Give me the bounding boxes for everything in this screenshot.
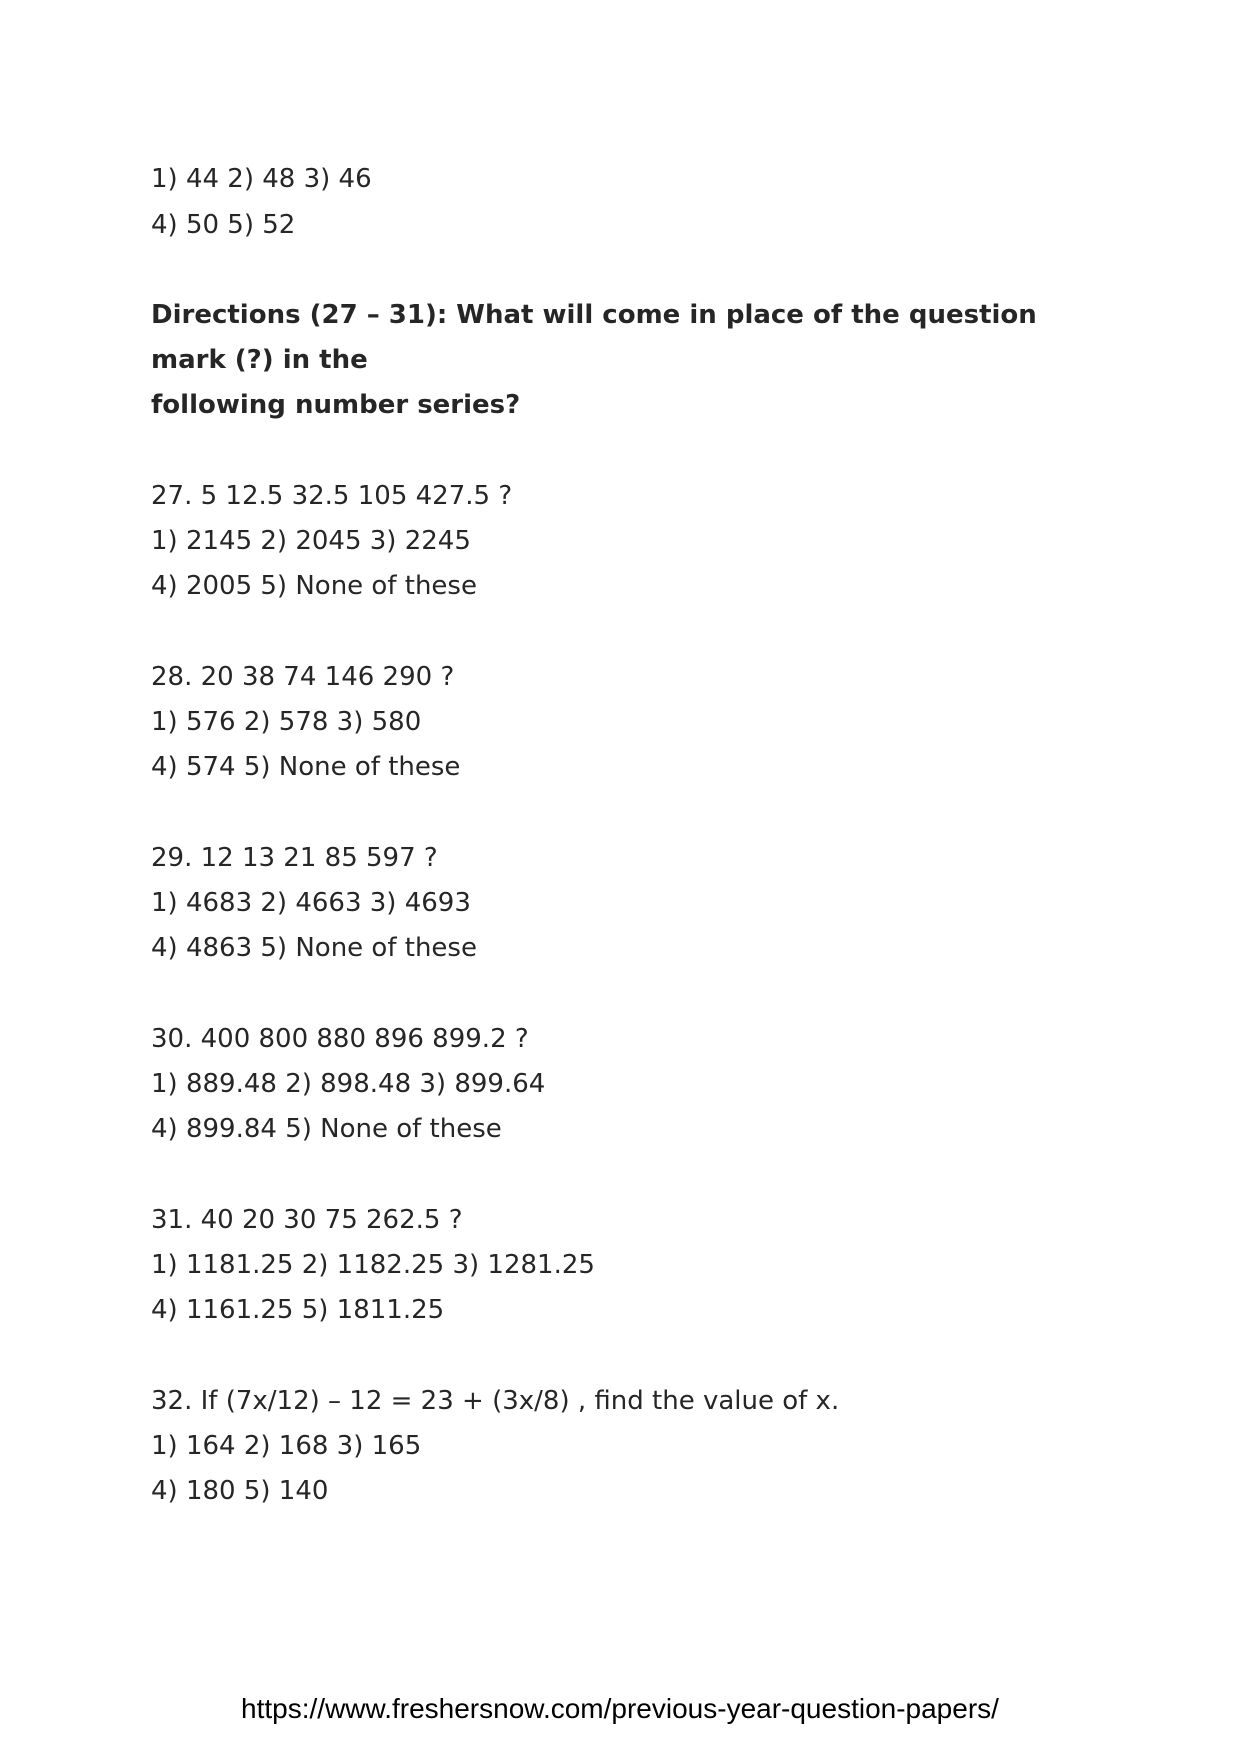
question-29-options-row2: 4) 4863 5) None of these <box>151 933 477 963</box>
question-27-options-row2: 4) 2005 5) None of these <box>151 571 477 601</box>
directions-heading-line3: following number series? <box>151 390 521 420</box>
question-27-text: 27. 5 12.5 32.5 105 427.5 ? <box>151 481 513 511</box>
question-28-text: 28. 20 38 74 146 290 ? <box>151 662 455 692</box>
question-30-options-row1: 1) 889.48 2) 898.48 3) 899.64 <box>151 1069 546 1099</box>
question-31-options-row1: 1) 1181.25 2) 1182.25 3) 1281.25 <box>151 1250 595 1280</box>
question-30-options-row2: 4) 899.84 5) None of these <box>151 1114 502 1144</box>
question-32-options-row1: 1) 164 2) 168 3) 165 <box>151 1431 422 1461</box>
question-30-text: 30. 400 800 880 896 899.2 ? <box>151 1024 529 1054</box>
prev-question-options-row2: 4) 50 5) 52 <box>151 210 296 240</box>
footer-url[interactable]: https://www.freshersnow.com/previous-year-question-papers/ <box>241 1693 999 1724</box>
question-32-options-row2: 4) 180 5) 140 <box>151 1476 329 1506</box>
question-29-text: 29. 12 13 21 85 597 ? <box>151 843 438 873</box>
question-29-options-row1: 1) 4683 2) 4663 3) 4693 <box>151 888 471 918</box>
question-28-options-row2: 4) 574 5) None of these <box>151 752 461 782</box>
question-27-options-row1: 1) 2145 2) 2045 3) 2245 <box>151 526 471 556</box>
directions-heading-line1: Directions (27 – 31): What will come in place of the question <box>151 300 1037 330</box>
question-31-text: 31. 40 20 30 75 262.5 ? <box>151 1205 463 1235</box>
question-32-text: 32. If (7x/12) – 12 = 23 + (3x/8) , find the value of x. <box>151 1386 840 1416</box>
question-28-options-row1: 1) 576 2) 578 3) 580 <box>151 707 422 737</box>
directions-heading-line2: mark (?) in the <box>151 345 368 375</box>
question-31-options-row2: 4) 1161.25 5) 1811.25 <box>151 1295 445 1325</box>
prev-question-options-row1: 1) 44 2) 48 3) 46 <box>151 164 372 194</box>
